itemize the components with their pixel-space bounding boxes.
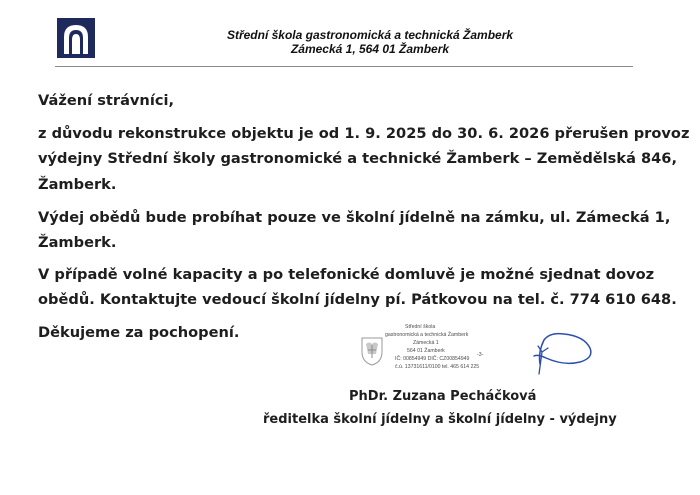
paragraph-1-line-1: z důvodu rekonstrukce objektu je od 1. 9. 2025 do 30. 6. 2026 přerušen provoz <box>38 125 690 142</box>
greeting: Vážení strávníci, <box>38 92 175 109</box>
header-divider <box>55 66 633 67</box>
school-name: Střední škola gastronomická a technická Žamberk <box>226 28 514 42</box>
handwritten-signature <box>528 322 596 376</box>
stamp-line-5: IČ: 00854949 DIČ: CZ00854949 <box>395 356 470 362</box>
coat-of-arms-icon <box>360 336 384 366</box>
paragraph-3-line-1: V případě volné kapacity a po telefonické domluvě je možné sjednat dovoz <box>38 266 655 283</box>
school-address: Zámecká 1, 564 01 Žamberk <box>290 42 450 56</box>
stamp-line-2: gastronomická a technická Žamberk <box>385 332 469 338</box>
stamp-line-3: Zámecká 1 <box>413 340 439 346</box>
closing: Děkujeme za pochopení. <box>38 324 240 341</box>
stamp-line-1: Střední škola <box>405 324 436 330</box>
signer-title: ředitelka školní jídelny a školní jídelny - výdejny <box>263 412 617 427</box>
stamp-line-6: č.ú. 13731611/0100 tel. 465 614 225 <box>395 364 480 370</box>
stamp-mark: -3- <box>477 352 484 358</box>
signer-name: PhDr. Zuzana Pecháčková <box>349 389 537 404</box>
paragraph-3-line-2: obědů. Kontaktujte vedoucí školní jídelny pí. Pátkovou na tel. č. 774 610 648. <box>38 291 677 308</box>
school-stamp <box>355 322 515 380</box>
paragraph-2-line-2: Žamberk. <box>38 234 117 251</box>
school-logo <box>57 18 95 58</box>
paragraph-1-line-2: výdejny Střední školy gastronomické a technické Žamberk – Zemědělská 846, <box>38 150 678 167</box>
paragraph-1-line-3: Žamberk. <box>38 176 117 193</box>
stamp-line-4: 564 01 Žamberk <box>407 348 445 354</box>
paragraph-2-line-1: Výdej obědů bude probíhat pouze ve školní jídelně na zámku, ul. Zámecká 1, <box>38 209 671 226</box>
